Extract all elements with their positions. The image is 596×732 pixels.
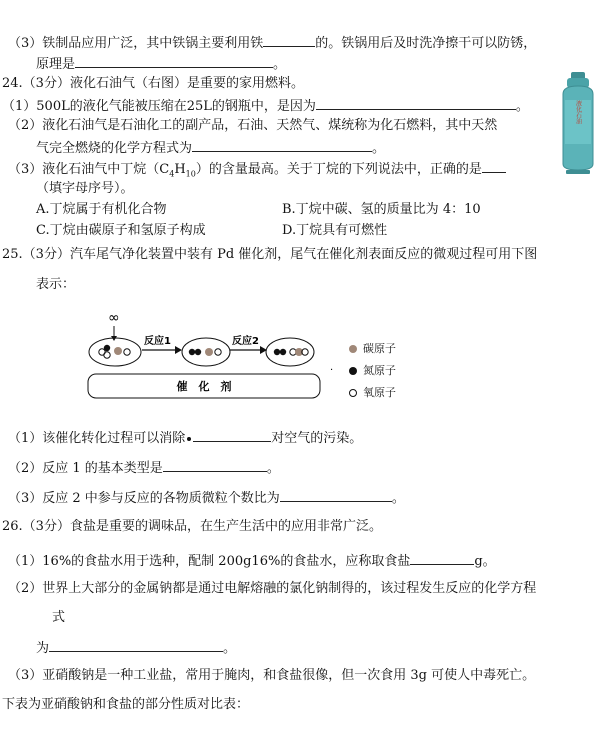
q25-p1-blank (193, 428, 271, 442)
q25-p3-text: （3）反应 2 中参与反应的各物质微粒个数比为 (8, 491, 280, 506)
q24-opt-a: A.丁烷属于有机化合物 (36, 202, 167, 217)
q25-p2 (8, 458, 280, 478)
q26-p2-end: 。 (223, 641, 237, 656)
q24-title: 24.（3分）液化石油气（右图）是重要的家用燃料。 (2, 76, 304, 91)
legend-oxygen-label: 氧原子 (363, 386, 396, 399)
legend-carbon-label: 碳原子 (363, 342, 396, 355)
legend-nitrogen (348, 362, 396, 378)
q25-p2-end: 。 (266, 461, 280, 476)
legend-oxygen (348, 384, 396, 400)
q26-p2-c-text: 为 (36, 641, 50, 656)
q23-blank-2 (75, 54, 273, 68)
q25-p2-blank (163, 458, 267, 472)
q24-p1-blank (316, 96, 516, 110)
q23-blank-1 (263, 33, 315, 47)
q24-p1 (2, 96, 529, 116)
legend-carbon (348, 340, 396, 356)
q25-title: 25.（3分）汽车尾气净化装置中装有 Pd 催化剂，尾气在催化剂表面反应的微观过程可用下图 (2, 247, 538, 262)
q24-opt-d: D.丁烷具有可燃性 (282, 223, 388, 238)
q24-p3-mid: H (174, 162, 186, 177)
arrow2-label: 反应2 (232, 336, 259, 347)
q24-p2-blank (192, 138, 372, 152)
q26-p3: （3）亚硝酸钠是一种工业盐，常用于腌肉，和食盐很像，但一次食用 3g 可使人中毒死亡。 (8, 668, 536, 683)
infinity-glyph: ∞ (108, 310, 120, 326)
q24-p2-b-text: 气完全燃烧的化学方程式为 (36, 141, 193, 156)
q26-p1 (8, 551, 496, 571)
q23-p3-text-c: 原理是 (36, 57, 76, 72)
q24-p1-text: （1）500L的液化气能被压缩在25L的钢瓶中，是因为 (2, 99, 316, 114)
q23-line-1 (8, 33, 536, 53)
q26-p4: 下表为亚硝酸钠和食盐的部分性质对比表： (2, 697, 250, 712)
q24-p3-sub1: 4 (169, 169, 175, 179)
q26-p2-b: 式 (52, 610, 66, 625)
q25-title-b: 表示： (36, 277, 76, 292)
q24-p3-pre: （3）液化石油气中丁烷（C (8, 162, 170, 177)
arrow1-head (175, 346, 182, 354)
mark-dot: . (330, 362, 334, 373)
q24-p3-sub2: 10 (185, 169, 196, 179)
q24-p2-b (36, 138, 385, 158)
blank-dot (187, 437, 191, 441)
q24-opt-b: B.丁烷中碳、氢的质量比为 4：10 (282, 202, 481, 217)
q24-p3-blank (482, 159, 506, 173)
q25-p1-text: （1）该催化转化过程可以消除 (8, 431, 186, 446)
q24-p3-post: ）的含量最高。关于丁烷的下列说法中，正确的是 (195, 162, 482, 177)
q23-p3-text-a: （3）铁制品应用广泛，其中铁锅主要利用铁 (8, 36, 264, 51)
q26-p1-text: （1）16%的食盐水用于选种，配制 200g16%的食盐水，应称取食盐 (8, 554, 411, 569)
catalyst-label: 催 化 剂 (176, 380, 232, 393)
q26-p1-end: g。 (474, 554, 496, 569)
nitrogen-atom-icon (348, 366, 358, 376)
q26-p1-blank (410, 551, 474, 565)
q26-p2-blank (49, 638, 223, 652)
q25-p1 (8, 428, 362, 448)
q24-p2: （2）液化石油气是石油化工的副产品，石油、天然气、煤统称为化石燃料，其中天然 (8, 118, 498, 133)
arrow1-label: 反应1 (144, 336, 171, 347)
q24-p3-b: （填字母序号）。 (36, 181, 134, 196)
carbon-atom-icon (348, 344, 358, 354)
q25-p3-blank (280, 488, 392, 502)
q23-p3-end: 。 (273, 57, 287, 72)
q23-p3-text-b: 的。铁锅用后及时洗净擦干可以防锈， (315, 36, 537, 51)
q24-opt-c: C.丁烷由碳原子和氢原子构成 (36, 223, 206, 238)
q24-p1-end: 。 (515, 99, 529, 114)
q25-p2-text: （2）反应 1 的基本类型是 (8, 461, 163, 476)
gas-cylinder-image (560, 72, 596, 174)
tank-label: 液化石油 (574, 100, 582, 124)
legend-nitrogen-label: 氮原子 (363, 364, 396, 377)
q26-title: 26.（3分）食盐是重要的调味品，在生产生活中的应用非常广泛。 (2, 519, 382, 534)
q23-line-2 (36, 54, 286, 74)
q25-p1-end: 对空气的污染。 (271, 431, 363, 446)
q24-p2-end: 。 (372, 141, 386, 156)
oxygen-atom-icon (348, 388, 358, 398)
diagram-legend (348, 340, 438, 410)
q26-p2-c (36, 638, 236, 658)
q25-p3-end: 。 (391, 491, 405, 506)
q25-p3 (8, 488, 405, 508)
q26-p2: （2）世界上大部分的金属钠都是通过电解熔融的氯化钠制得的，该过程发生反应的化学方程 (8, 581, 537, 596)
